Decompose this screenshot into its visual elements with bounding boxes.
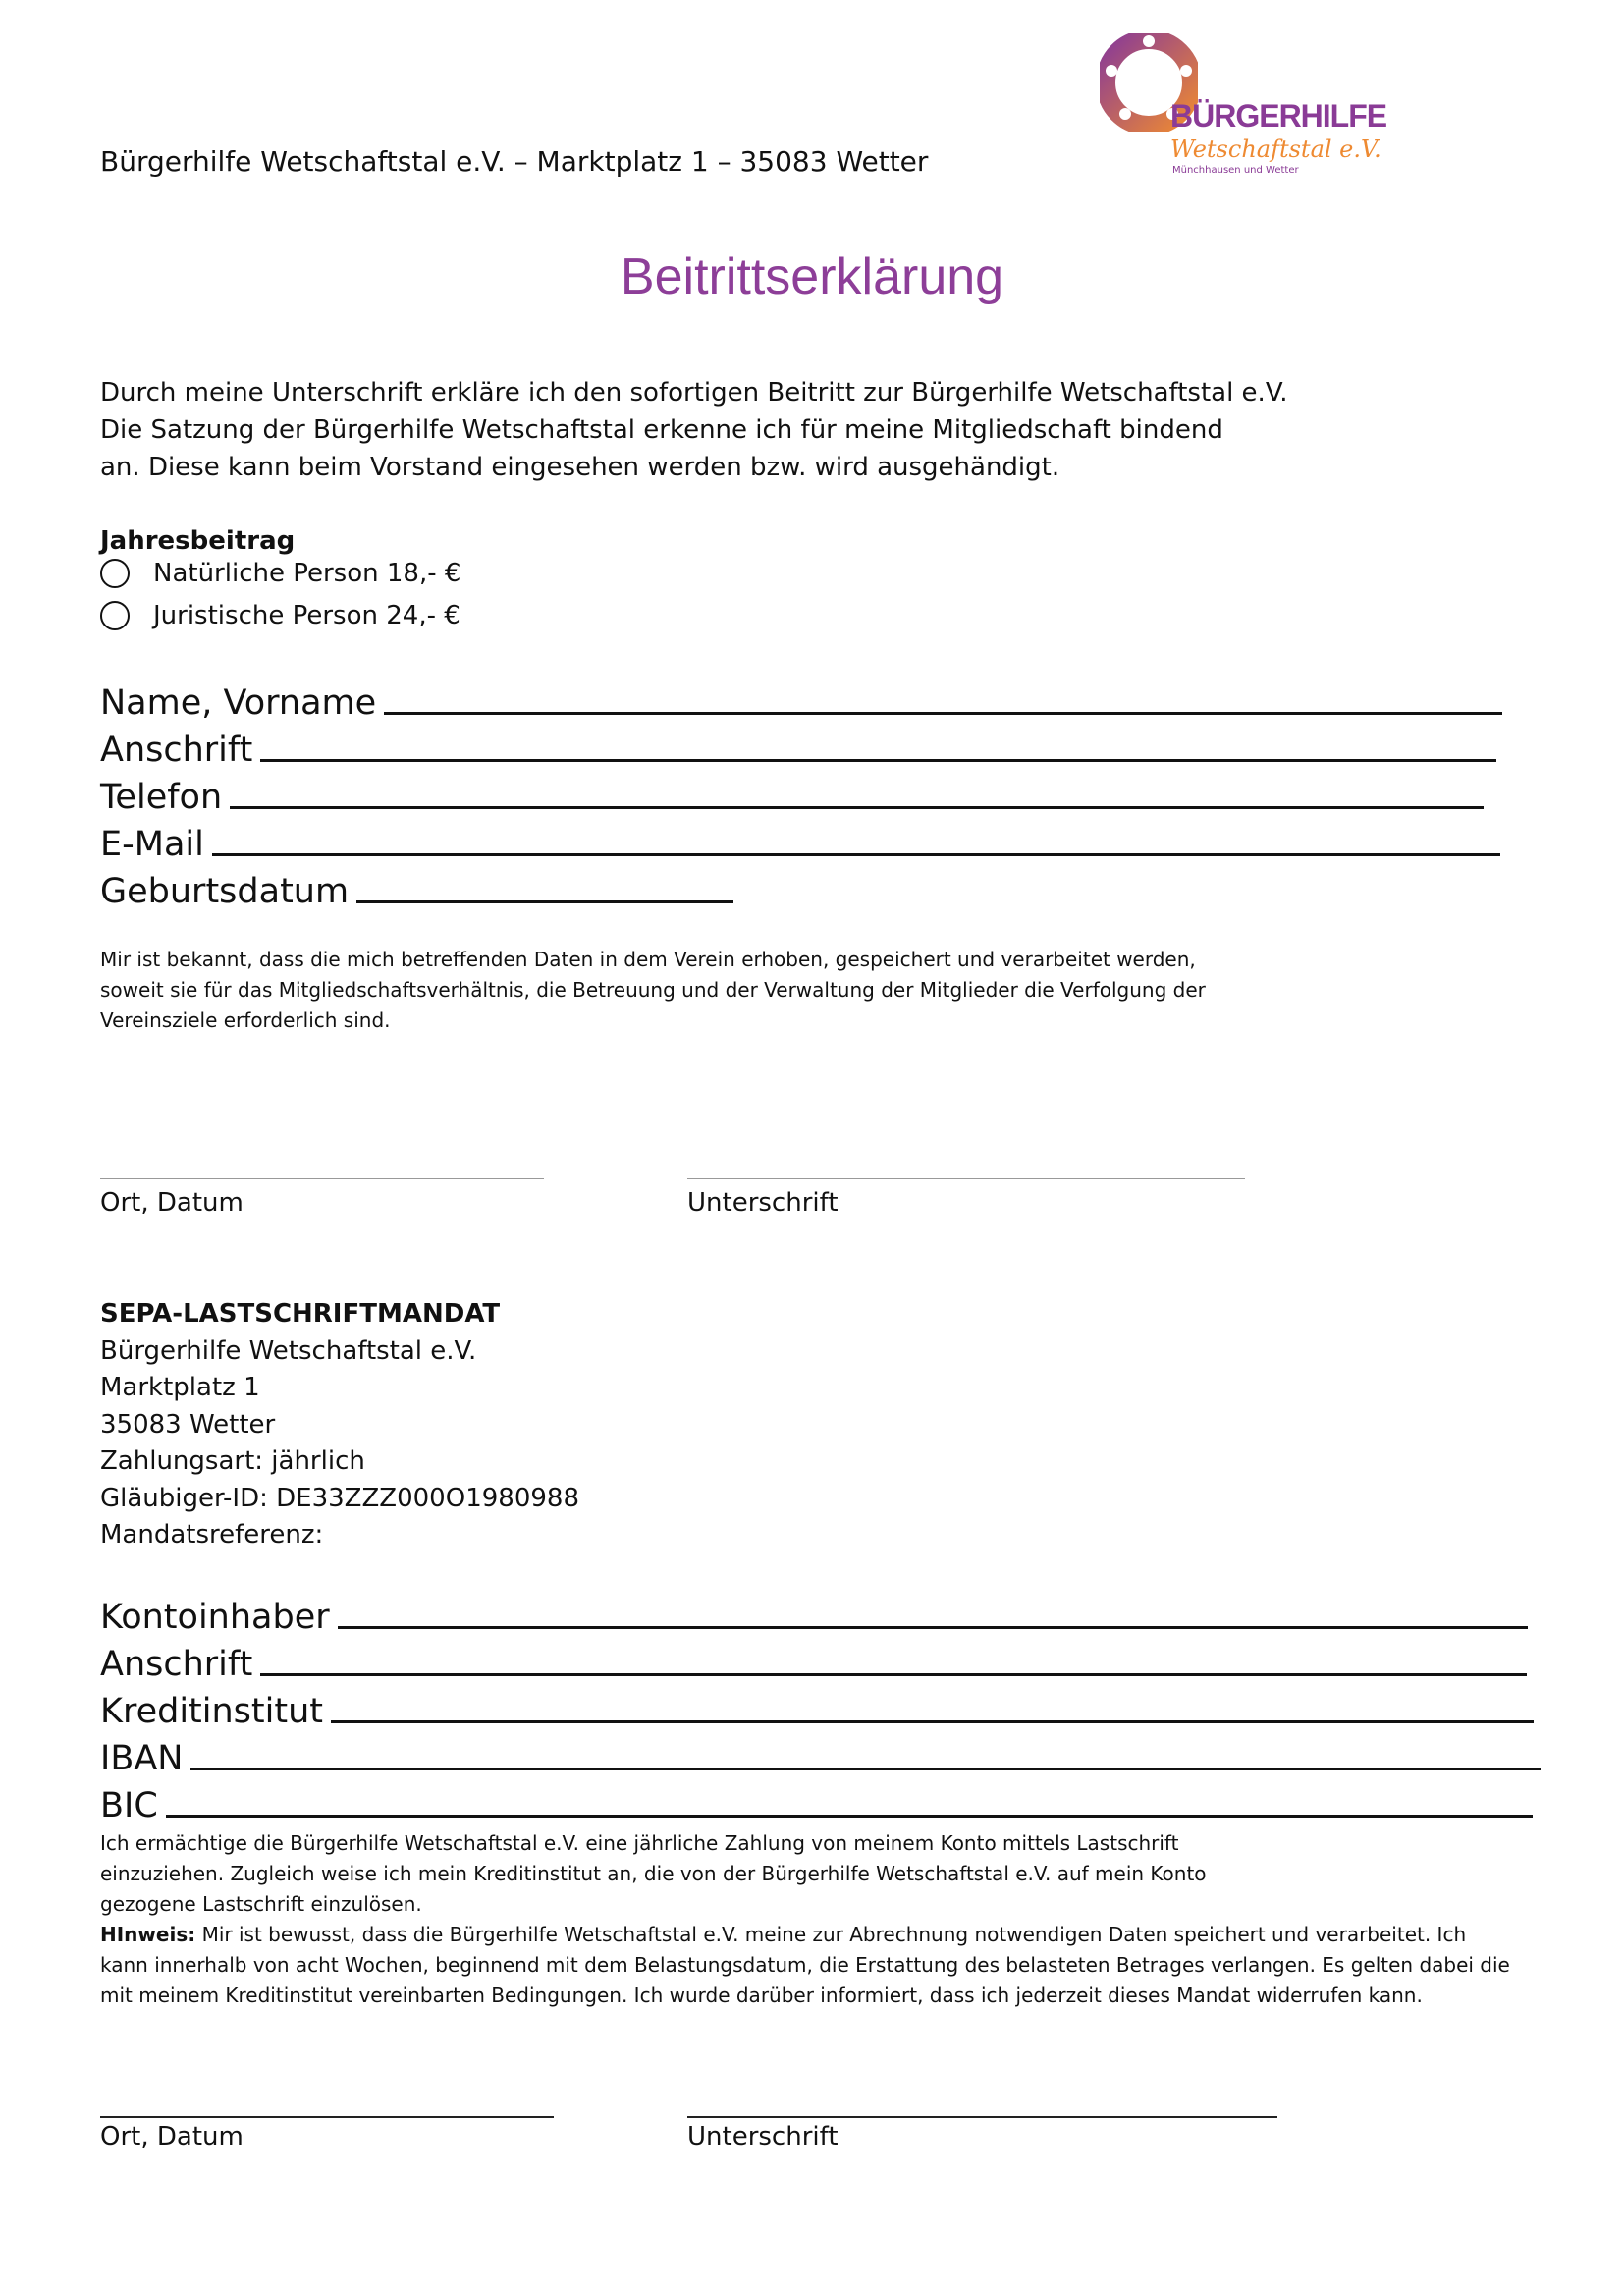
- address-input-line[interactable]: [260, 759, 1496, 762]
- birthdate-input-line[interactable]: [356, 900, 733, 903]
- bank-address-label: Anschrift: [100, 1645, 253, 1684]
- logo-tagline: Münchhausen und Wetter: [1172, 165, 1299, 176]
- bic-input-line[interactable]: [166, 1815, 1533, 1818]
- fee-option-label: Juristische Person 24,- €: [153, 601, 460, 630]
- mandate-line: einzuziehen. Zugleich weise ich mein Kreditinstitut an, die von der Bürgerhilfe Wetschaftstal e.V. auf mein Konto: [100, 1862, 1207, 1885]
- fee-heading: Jahresbeitrag: [100, 526, 296, 556]
- fee-option-legal[interactable]: [100, 601, 460, 630]
- account-holder-field[interactable]: [100, 1592, 1528, 1637]
- birthdate-label: Geburtsdatum: [100, 872, 350, 911]
- bank-field[interactable]: [100, 1686, 1534, 1731]
- name-field[interactable]: [100, 678, 1502, 723]
- phone-label: Telefon: [100, 778, 223, 817]
- mandate-note-line: mit meinem Kreditinstitut vereinbarten Bedingungen. Ich wurde darüber informiert, dass ich jederzeit dieses Mandat widerrufen kann.: [100, 1984, 1423, 2007]
- place-date-label: Ort, Datum: [100, 2122, 244, 2151]
- sepa-block: [100, 1296, 579, 1554]
- phone-input-line[interactable]: [230, 806, 1484, 809]
- bank-address-input-line[interactable]: [260, 1673, 1527, 1676]
- bic-label: BIC: [100, 1786, 158, 1825]
- mandate-note-line: kann innerhalb von acht Wochen, beginnend mit dem Belastungsdatum, die Erstattung des belasteten Betrages verlangen. Es gelten dabei die: [100, 1953, 1510, 1977]
- fee-option-label: Natürliche Person 18,- €: [153, 559, 461, 588]
- name-label: Name, Vorname: [100, 683, 377, 723]
- mandate-line: gezogene Lastschrift einzulösen.: [100, 1892, 422, 1916]
- signature-label: Unterschrift: [687, 2122, 839, 2151]
- address-field[interactable]: [100, 725, 1496, 770]
- intro-line: Die Satzung der Bürgerhilfe Wetschaftstal erkenne ich für meine Mitgliedschaft bindend: [100, 415, 1223, 445]
- privacy-notice: [100, 945, 1206, 1036]
- logo-name: BÜRGERHILFE: [1170, 98, 1387, 134]
- mandate-note: [100, 1920, 1510, 1950]
- privacy-line: soweit sie für das Mitgliedschaftsverhältnis, die Betreuung und der Verwaltung der Mitglieder die Verfolgung der: [100, 978, 1206, 1002]
- logo-subtitle: Wetschaftstal e.V.: [1170, 136, 1381, 163]
- sepa-line: 35083 Wetter: [100, 1409, 276, 1440]
- iban-input-line[interactable]: [190, 1768, 1541, 1770]
- place-date-line[interactable]: [100, 1178, 544, 1179]
- signature-label: Unterschrift: [687, 1188, 839, 1218]
- email-field[interactable]: [100, 819, 1500, 864]
- fee-option-natural[interactable]: [100, 559, 460, 588]
- iban-field[interactable]: [100, 1733, 1541, 1778]
- intro-line: an. Diese kann beim Vorstand eingesehen werden bzw. wird ausgehändigt.: [100, 453, 1060, 482]
- radio-circle-icon[interactable]: [100, 559, 130, 588]
- radio-circle-icon[interactable]: [100, 601, 130, 630]
- name-input-line[interactable]: [384, 712, 1502, 715]
- email-label: E-Mail: [100, 825, 204, 864]
- sepa-heading: SEPA-LASTSCHRIFTMANDAT: [100, 1299, 501, 1329]
- sepa-line: Marktplatz 1: [100, 1373, 260, 1402]
- bank-label: Kreditinstitut: [100, 1692, 323, 1731]
- note-label: HInweis:: [100, 1923, 196, 1946]
- sepa-line: Bürgerhilfe Wetschaftstal e.V.: [100, 1335, 477, 1366]
- page-title: Beitrittserklärung: [620, 248, 1004, 305]
- address-label: Anschrift: [100, 731, 253, 770]
- sender-address: Bürgerhilfe Wetschaftstal e.V. – Marktplatz 1 – 35083 Wetter: [100, 145, 929, 178]
- iban-label: IBAN: [100, 1739, 184, 1778]
- account-holder-label: Kontoinhaber: [100, 1598, 330, 1637]
- bank-input-line[interactable]: [331, 1720, 1534, 1723]
- note-text: Mir ist bewusst, dass die Bürgerhilfe Wetschaftstal e.V. meine zur Abrechnung notwendigen Daten speichert und verarbeitet. Ich: [195, 1923, 1467, 1946]
- birthdate-field[interactable]: [100, 866, 733, 911]
- place-date-label: Ort, Datum: [100, 1188, 244, 1218]
- sepa-line: Mandatsreferenz:: [100, 1520, 324, 1550]
- intro-text: [100, 374, 1288, 486]
- account-holder-input-line[interactable]: [338, 1626, 1528, 1629]
- signature-line[interactable]: [687, 1178, 1245, 1179]
- sepa-line: Zahlungsart: jährlich: [100, 1446, 365, 1476]
- privacy-line: Mir ist bekannt, dass die mich betreffenden Daten in dem Verein erhoben, gespeichert und verarbeitet werden,: [100, 948, 1196, 971]
- place-date-line[interactable]: [100, 2116, 554, 2118]
- email-input-line[interactable]: [212, 853, 1500, 856]
- intro-line: Durch meine Unterschrift erkläre ich den sofortigen Beitritt zur Bürgerhilfe Wetschaftstal e.V.: [100, 378, 1288, 408]
- privacy-line: Vereinsziele erforderlich sind.: [100, 1008, 391, 1032]
- mandate-text: [100, 1828, 1510, 2011]
- mandate-line: Ich ermächtige die Bürgerhilfe Wetschaftstal e.V. eine jährliche Zahlung von meinem Konto mittels Lastschrift: [100, 1831, 1179, 1855]
- bank-address-field[interactable]: [100, 1639, 1527, 1684]
- logo: [1100, 33, 1387, 181]
- bic-field[interactable]: [100, 1780, 1533, 1825]
- phone-field[interactable]: [100, 772, 1484, 817]
- sepa-line: Gläubiger-ID: DE33ZZZ000O1980988: [100, 1483, 579, 1513]
- signature-line[interactable]: [687, 2116, 1277, 2118]
